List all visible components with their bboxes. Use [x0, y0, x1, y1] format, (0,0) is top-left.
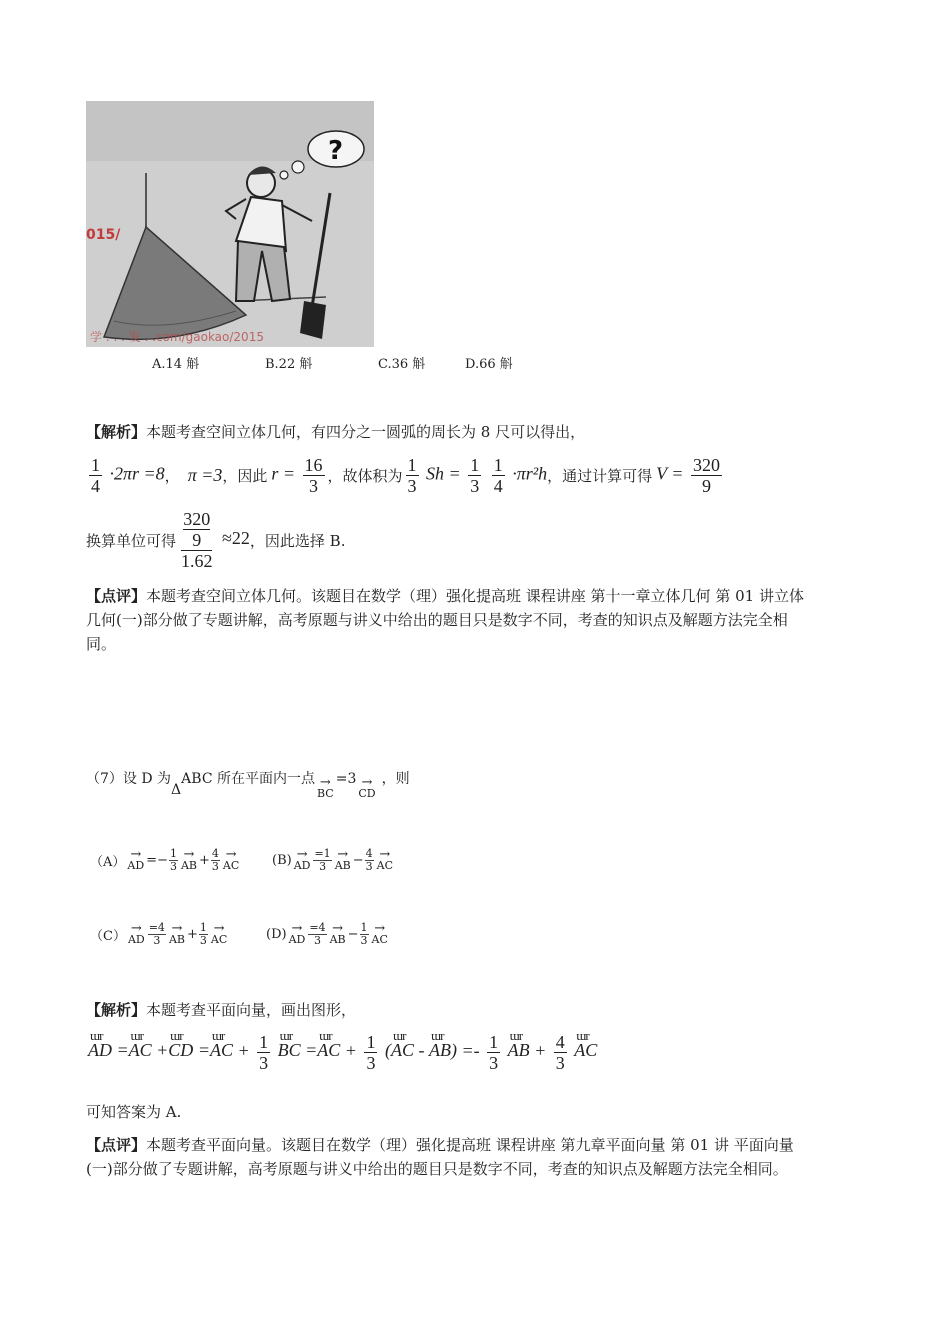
fraction-conversion: 320 9 1.62	[181, 509, 213, 571]
q7-option-d: (D) → AD =4 3 → AB − $\frac{1}{3}$ → AC	[266, 921, 388, 947]
comment-1-line-1: 【点评】本题考查空间立体几何。该题目在数学（理）强化提高班 课程讲座 第十一章立体几何 第 01 讲立体	[86, 587, 804, 605]
analysis-1-line-1	[86, 420, 585, 444]
comment-2-line-1: 【点评】本题考查平面向量。该题目在数学（理）强化提高班 课程讲座 第九章平面向量 第 01 讲 平面向量	[86, 1136, 794, 1154]
analysis-1-conversion-line: 换算单位可得 320 9 1.62 ≈22 ，因此选择 B.	[86, 509, 346, 571]
thought-question-mark: ?	[328, 136, 344, 166]
comment-2-line-2: (一)部分做了专题讲解，高考原题与讲义中给出的题目只是数字不同，考查的知识点及解题方法完全相同。	[86, 1160, 788, 1178]
fraction-320-9: $\frac{320}{9}$	[692, 454, 720, 496]
option-d: D.66 斛	[465, 357, 513, 372]
analysis-2-conclusion: 可知答案为 A.	[86, 1103, 182, 1121]
q7-option-b: (B) → AD =1 3 → AB − $\frac{4}{3}$ → AC	[272, 847, 393, 873]
fraction-16-3: $\frac{16}{3}$	[304, 454, 323, 496]
q7-option-a: （A） → AD = − $\frac{1}{3}$ → AB + $\frac{4}{3}$ → AC	[90, 847, 240, 873]
analysis-text: 本题考查空间立体几何，有四分之一圆弧的周长为 8 尺可以得出，	[146, 423, 586, 441]
question-7-stem: （7）设 D 为 Δ ABC 所在平面内一点 → BC =3 → CD ，则	[86, 771, 410, 800]
watermark-bottom: 学 . . . 发 . .com/gaokao/2015	[90, 330, 264, 344]
cone-illustration	[86, 101, 374, 347]
vector-bc: → BC	[317, 775, 334, 800]
illustration-svg	[86, 101, 374, 347]
analysis-tag: 【解析】	[86, 423, 147, 441]
analysis-2-line-1: 【解析】本题考查平面向量，画出图形，	[86, 1001, 357, 1019]
q7-option-c: （C） → AD =4 3 → AB + $\frac{1}{3}$ → AC	[90, 921, 228, 947]
watermark-left: 015/	[86, 227, 121, 243]
option-a: A.14 斛	[152, 357, 200, 372]
comment-1-line-3: 同。	[86, 635, 117, 653]
fraction-1-4: $\frac{1}{4}$	[91, 454, 100, 496]
analysis-1-formula-line: $\frac{1}{4}$ ·2πr =8 ， π =3 ，因此 r = $\frac{16}{3}$ ，故体积为 $\frac{1}{3}$ Sh = $\frac{1}{3}$ $\frac{1}{4}$ ·πr²h ，通过计算可得 V = $\frac{320}{9}$	[91, 454, 720, 496]
option-c: C.36 斛	[378, 357, 426, 372]
comment-1-line-2: 几何(一)部分做了专题讲解，高考原题与讲义中给出的题目只是数字不同，考查的知识点及解题方法完全相	[86, 611, 788, 629]
vector-formula: ɯr AD ɯr =AC ɯr +CD ɯr =AC + $\frac{1}{3}$ ɯr BC ɯr =AC + $\frac{1}{3}$ ɯr (AC - ɯr AB) =- $\frac{1}{3}$ ɯr AB + $\frac{4}{3}$ ɯr AC	[88, 1028, 598, 1073]
option-b: B.22 斛	[265, 357, 313, 372]
vector-cd: → CD	[358, 775, 376, 800]
